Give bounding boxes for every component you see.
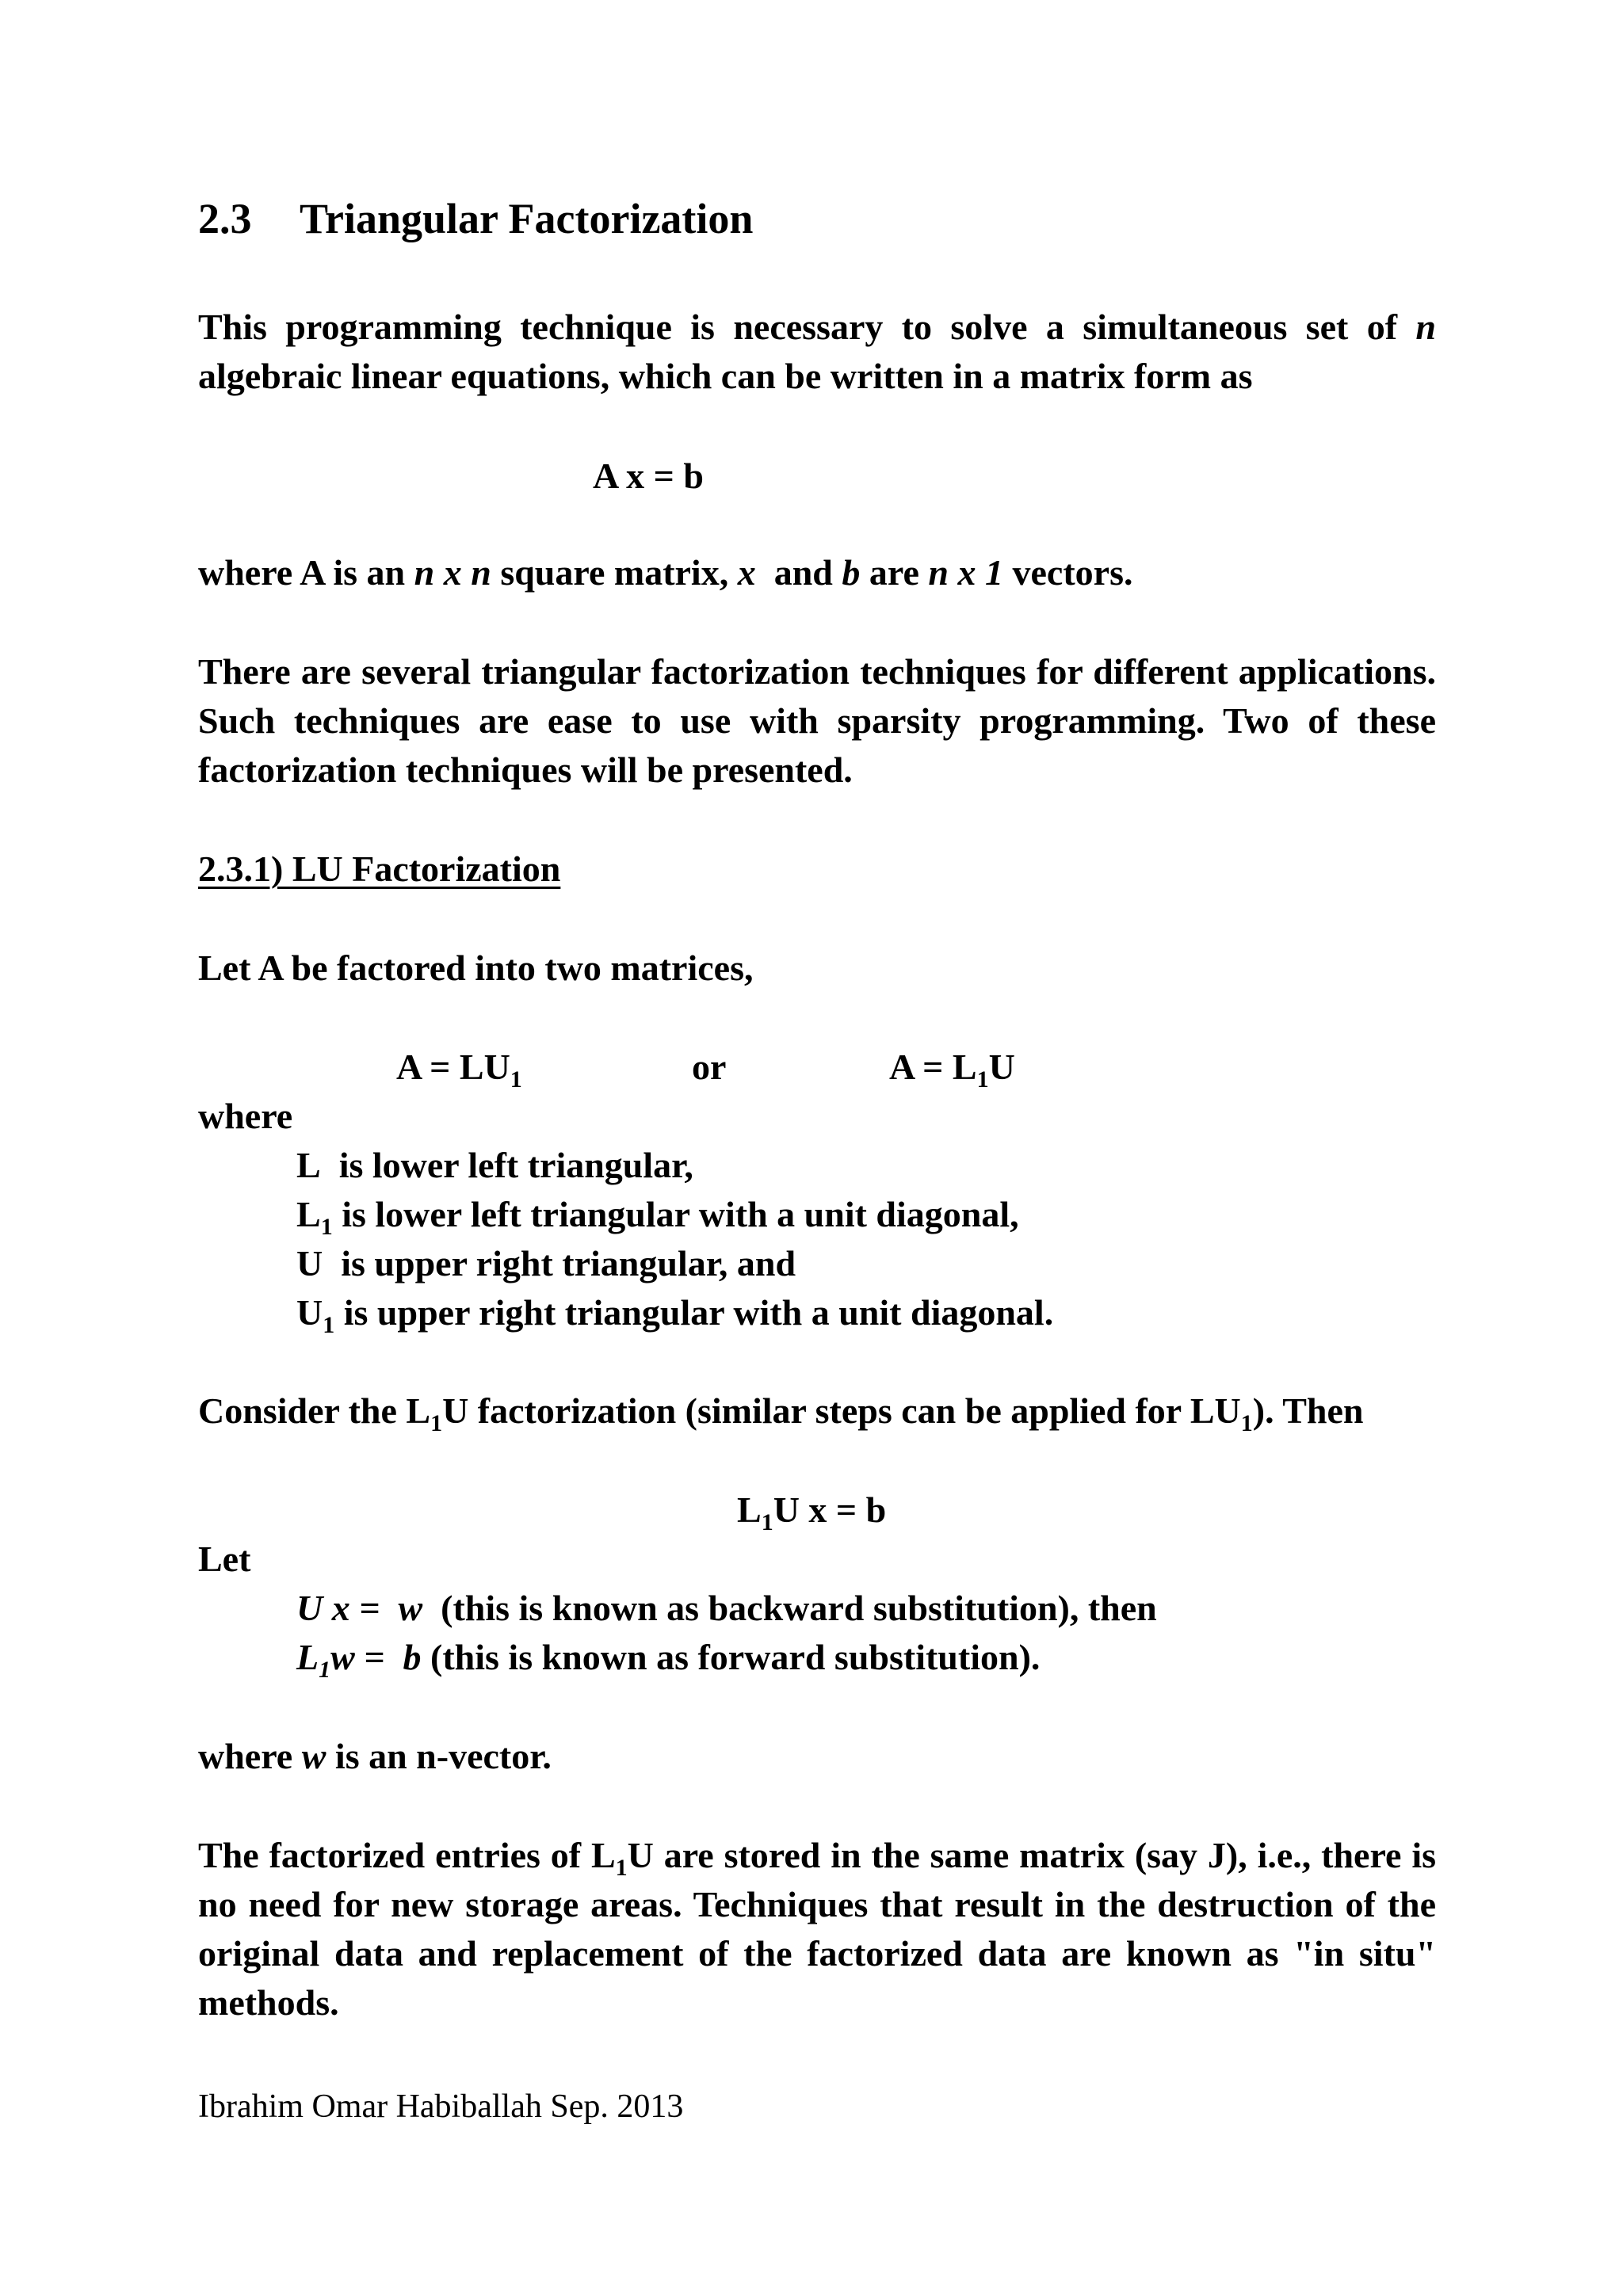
let-word: Let — [198, 1539, 251, 1579]
section-number: 2.3 — [198, 195, 252, 242]
where-line — [198, 548, 1132, 597]
def-text: is lower left triangular with a unit diagonal, — [342, 1194, 1019, 1234]
intro-text: This programming technique is necessary to solve a simultaneous set of — [198, 307, 1398, 347]
intro-n: n — [1415, 307, 1436, 347]
section-title: Triangular Factorization — [300, 195, 754, 242]
subsection-heading: 2.3.1) LU Factorization — [198, 849, 561, 889]
forward-lhs-b: w = — [330, 1637, 385, 1677]
final-para-sub: 1 — [615, 1855, 628, 1881]
def-symbol: L — [296, 1145, 321, 1185]
final-para-b: U are stored in the same matrix (say J), i.e., there is no need for new storage areas. Techniques that result in the destruction of the original data and replacement of the factorized data are known as "in situ" methods. — [198, 1835, 1436, 2023]
equation-axb: A x = b — [593, 456, 704, 496]
backward-text: (this is known as backward substitution), then — [441, 1588, 1157, 1628]
consider-text-c: ). Then — [1252, 1390, 1364, 1431]
eq-l1u-a: A = L — [889, 1047, 977, 1087]
forward-lhs-sub: 1 — [319, 1657, 331, 1683]
definition-l1 — [296, 1190, 1019, 1239]
eq-lu1-sub: 1 — [510, 1066, 522, 1093]
final-para-a: The factorized entries of L — [198, 1835, 616, 1875]
forward-substitution-line — [296, 1633, 1040, 1682]
definition-u1 — [296, 1288, 1053, 1337]
consider-sub-2: 1 — [1240, 1410, 1253, 1436]
where-w-w: w — [301, 1736, 327, 1776]
intro-text-2: algebraic linear equations, which can be written in a matrix form as — [198, 356, 1253, 396]
let-factored-text: Let A be factored into two matrices, — [198, 948, 754, 988]
page-footer: Ibrahim Omar Habiballah Sep. 2013 — [198, 2088, 684, 2125]
where-text-1: where A is an — [198, 552, 406, 593]
where-w-b: is an n-vector. — [334, 1736, 552, 1776]
where-nx1: n x 1 — [928, 552, 1003, 593]
equation-a-lu1 — [396, 1043, 522, 1092]
where-x: x — [737, 552, 756, 593]
consider-text-b: U factorization (similar steps can be applied for LU — [442, 1390, 1241, 1431]
eq-l1ux-a: L — [737, 1489, 762, 1530]
consider-text-a: Consider the L — [198, 1390, 431, 1431]
forward-text: (this is known as forward substitution). — [430, 1637, 1041, 1677]
eq-l1u-b: U — [988, 1047, 1015, 1087]
forward-rhs: b — [403, 1637, 422, 1677]
where-text-3: and — [773, 552, 833, 593]
backward-substitution-line — [296, 1584, 1157, 1633]
in-situ-paragraph — [198, 1831, 1436, 2027]
eq-l1u-sub: 1 — [976, 1066, 989, 1093]
def-sub: 1 — [320, 1214, 333, 1240]
where-w-line — [198, 1732, 552, 1781]
eq-l1ux-sub: 1 — [761, 1509, 773, 1535]
where-b: b — [842, 552, 861, 593]
consider-line — [198, 1386, 1364, 1436]
equation-l1ux-b — [737, 1486, 886, 1535]
equation-a-l1u — [889, 1043, 1015, 1092]
backward-rhs: w — [398, 1588, 423, 1628]
def-text: is upper right triangular with a unit diagonal. — [343, 1292, 1054, 1333]
def-sub: 1 — [323, 1312, 335, 1338]
definition-u — [296, 1239, 796, 1288]
definition-l — [296, 1141, 693, 1190]
several-techniques-paragraph: There are several triangular factorization techniques for different applications. Such techniques are ease to use with sparsity programming. Two of these factorization techniques will be presented. — [198, 651, 1436, 790]
where-text-2: square matrix, — [500, 552, 729, 593]
eq-l1ux-b: U x = b — [773, 1489, 887, 1530]
where-nxn: n x n — [414, 552, 491, 593]
backward-lhs: U x = — [296, 1588, 380, 1628]
where-word: where — [198, 1096, 293, 1136]
intro-paragraph — [198, 303, 1436, 401]
where-w-a: where — [198, 1736, 293, 1776]
equation-or: or — [692, 1047, 727, 1087]
def-symbol: U — [296, 1243, 323, 1283]
section-heading — [198, 194, 753, 243]
def-text: is upper right triangular, and — [341, 1243, 796, 1283]
where-text-5: vectors. — [1012, 552, 1133, 593]
where-text-4: are — [869, 552, 919, 593]
def-text: is lower left triangular, — [338, 1145, 693, 1185]
forward-lhs-a: L — [296, 1637, 319, 1677]
def-symbol: U — [296, 1292, 323, 1333]
def-symbol: L — [296, 1194, 321, 1234]
consider-sub: 1 — [430, 1410, 443, 1436]
eq-lu1-lhs: A = LU — [396, 1047, 510, 1087]
